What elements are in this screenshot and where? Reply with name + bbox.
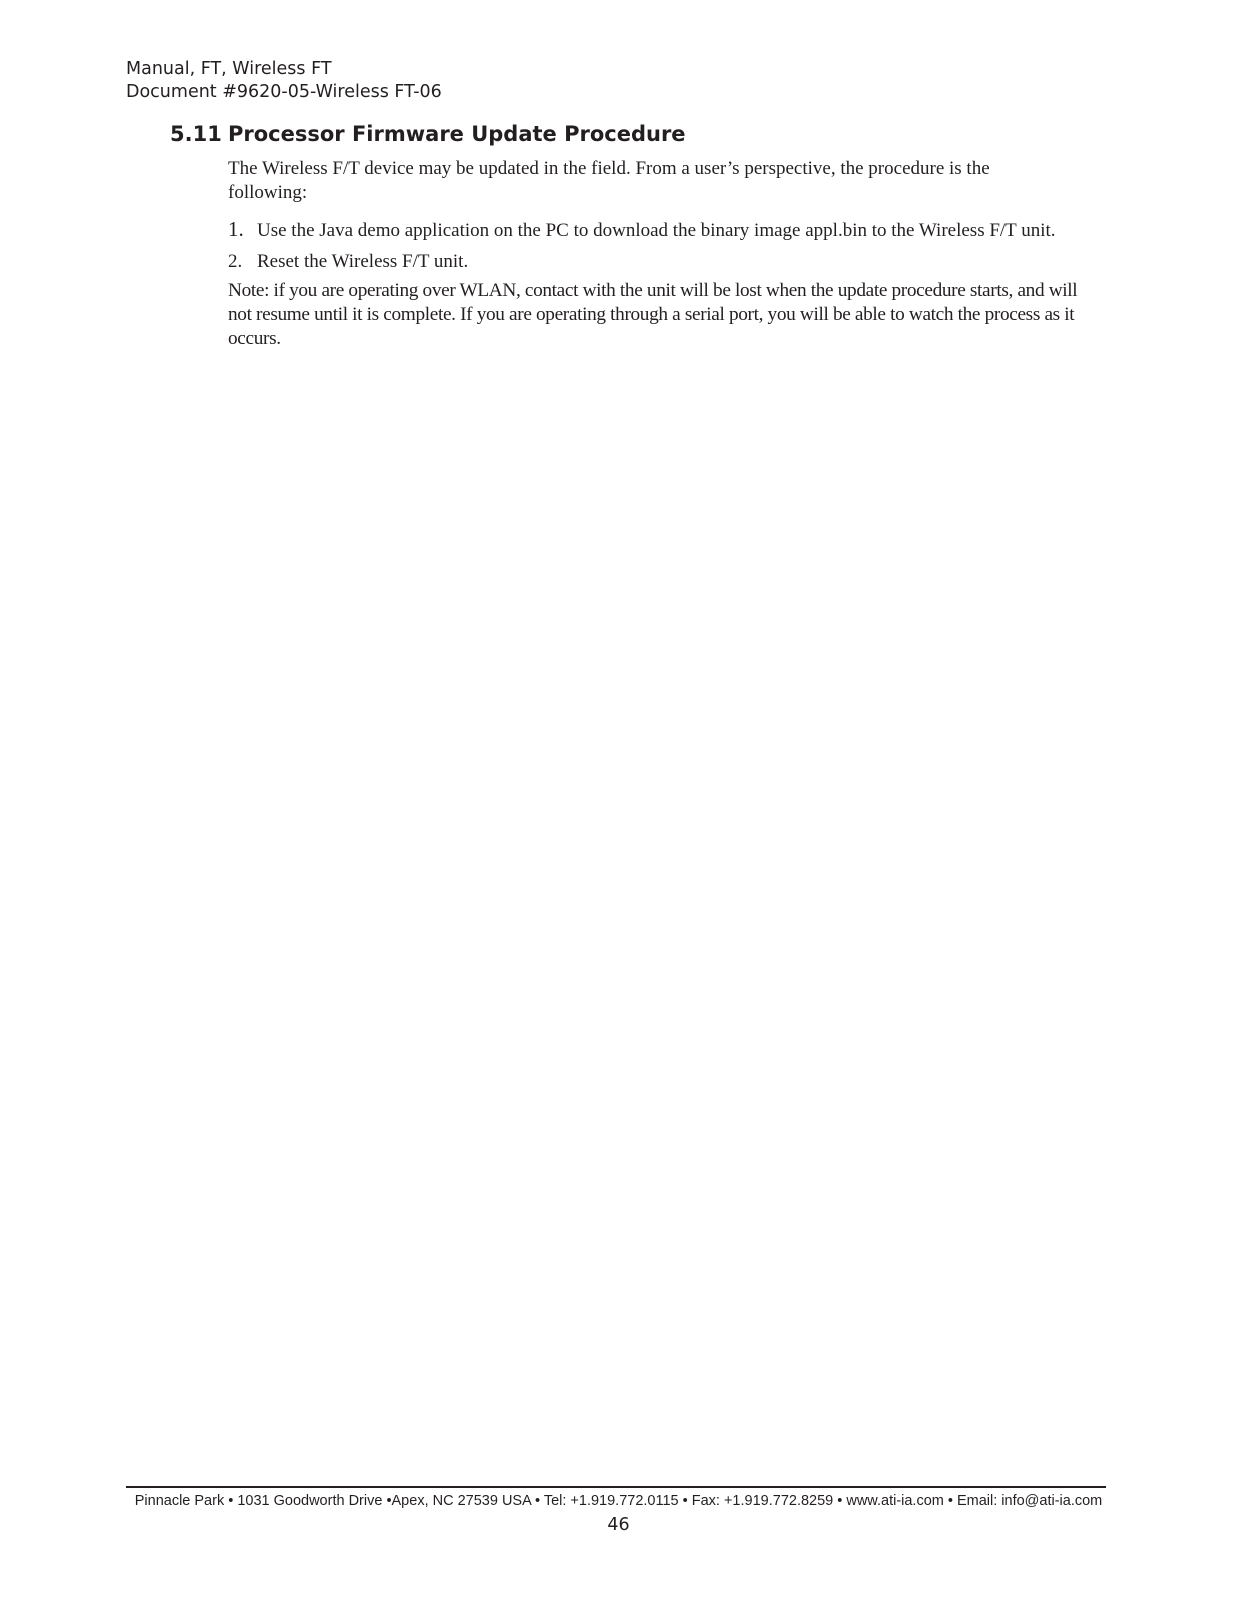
- manual-title: Manual, FT, Wireless FT: [126, 59, 332, 79]
- footer-divider: [126, 1486, 1106, 1488]
- section-title: Processor Firmware Update Procedure: [228, 122, 686, 146]
- list-marker: 1.: [228, 217, 244, 241]
- page-number: 46: [607, 1515, 630, 1535]
- intro-paragraph: The Wireless F/T device may be updated in the field. From a user’s perspective, the procedure is the following:: [228, 158, 990, 203]
- note-paragraph: Note: if you are operating over WLAN, contact with the unit will be lost when the update procedure starts, and will not resume until it is complete. If you are operating through a serial port, you will be able to watch the process as it occurs.: [228, 280, 1078, 349]
- list-marker: 2.: [228, 251, 243, 272]
- list-item-text: Use the Java demo application on the PC to download the binary image appl.bin to the Wireless F/T unit.: [257, 220, 1056, 241]
- section-heading: [170, 120, 686, 148]
- document-number: Document #9620-05-Wireless FT-06: [126, 82, 442, 102]
- list-item: [228, 250, 468, 274]
- footer-contact-info: Pinnacle Park • 1031 Goodworth Drive •Apex, NC 27539 USA • Tel: +1.919.772.0115 • Fax: +1.919.772.8259 • www.ati-ia.com • Email: info@ati-ia.com: [134, 1493, 1103, 1509]
- list-item: [228, 217, 1056, 243]
- section-number: 5.11: [170, 122, 222, 146]
- page-header: [126, 58, 442, 104]
- list-item-text: Reset the Wireless F/T unit.: [257, 251, 469, 272]
